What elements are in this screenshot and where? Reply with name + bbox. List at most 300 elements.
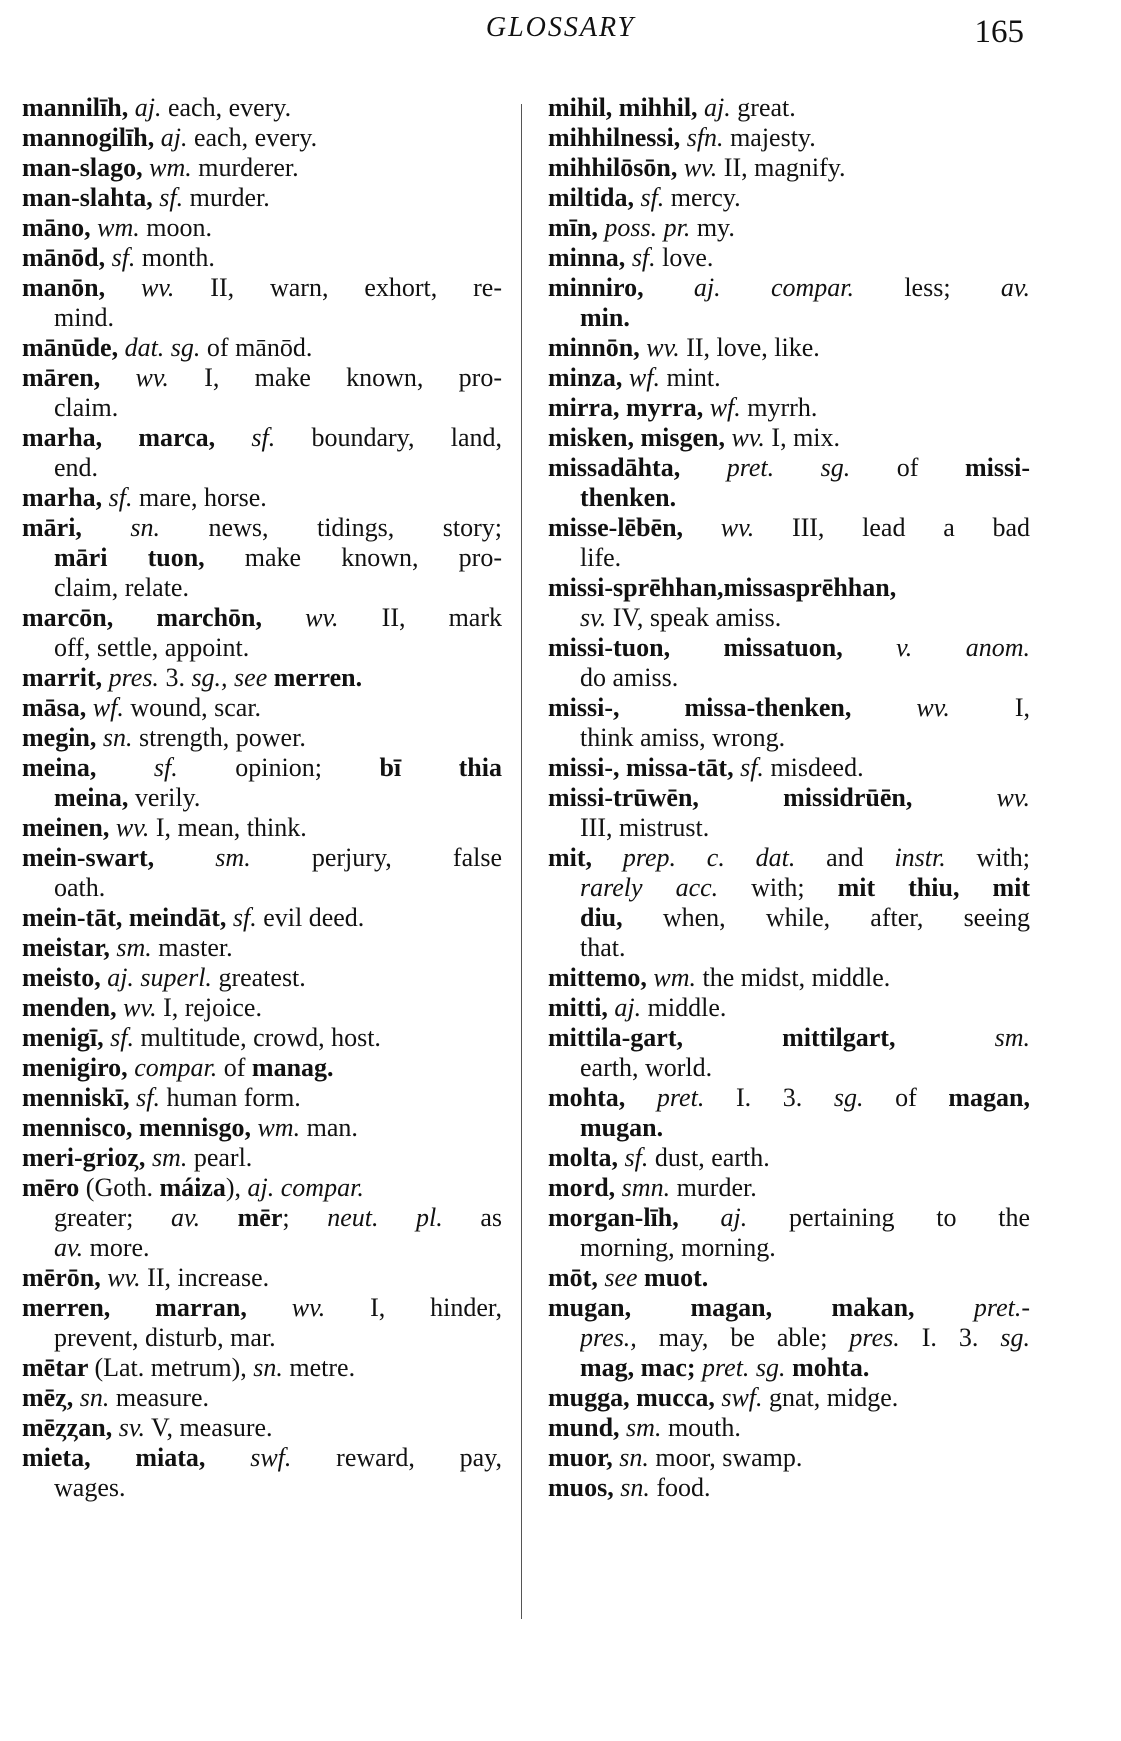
glossary-line [548,1293,1030,1323]
grammar-abbrev: sg. [1000,1323,1030,1352]
grammar-abbrev: sm. [116,933,152,962]
grammar-abbrev: wv. [996,783,1030,812]
headword: māri, [22,513,131,542]
glossary-line [22,1053,502,1083]
grammar-abbrev: aj. [704,93,731,122]
grammar-abbrev: sfn. [686,123,724,152]
grammar-abbrev: pret.- [973,1293,1030,1322]
grammar-abbrev: instr. [894,843,946,872]
glossary-line [54,303,502,333]
definition-text: I, rejoice. [156,993,262,1022]
grammar-abbrev: wv. [123,993,157,1022]
glossary-line [22,693,502,723]
glossary-line [22,903,502,933]
definition-text: with; [718,873,838,902]
headword: meinen, [22,813,116,842]
definition-text: greatest. [211,963,306,992]
glossary-line [548,1383,1030,1413]
glossary-line [548,363,1030,393]
grammar-abbrev: prep. c. dat. [622,843,796,872]
glossary-line [22,1263,502,1293]
definition-text: pearl. [187,1143,253,1172]
glossary-line [22,183,502,213]
grammar-abbrev: wv. [135,363,169,392]
glossary-line [548,1143,1030,1173]
grammar-abbrev: sg., see [191,663,268,692]
headword: misken, misgen, [548,423,732,452]
definition-text: II, warn, exhort, re- [174,273,502,302]
definition-text: evil deed. [256,903,365,932]
headword: diu, [580,903,663,932]
grammar-abbrev: wv. [720,513,755,542]
headword: minniro, [548,273,694,302]
grammar-abbrev: sm. [626,1413,662,1442]
glossary-line [548,423,1030,453]
definition-text: when, while, after, seeing [662,903,1030,932]
headword: meri-grioȥ, [22,1143,152,1172]
definition-text: earth, world. [580,1053,713,1082]
grammar-abbrev: wv. [291,1293,326,1322]
definition-text: month. [135,243,215,272]
grammar-abbrev: swf. [721,1383,763,1412]
definition-text: greater; [54,1203,171,1232]
headword: mugan. [580,1113,664,1142]
headword: magan, [948,1083,1030,1112]
grammar-abbrev: sf. [232,903,257,932]
glossary-line [580,303,1030,333]
definition-text: moon. [139,213,212,242]
definition-text: reward, pay, [291,1443,502,1472]
headword: mīn, [548,213,605,242]
glossary-line [548,1173,1030,1203]
definition-text: strength, power. [132,723,306,752]
grammar-abbrev: sf. [631,243,656,272]
headword: menden, [22,993,124,1022]
definition-text: life. [580,543,622,572]
definition-text: 3. [158,663,192,692]
glossary-line [22,273,502,303]
grammar-abbrev: see [604,1263,638,1292]
glossary-line [548,1443,1030,1473]
grammar-abbrev: sf. [111,243,136,272]
definition-text: I, mix. [764,423,841,452]
headword: mēr [200,1203,283,1232]
glossary-line [580,603,1030,633]
grammar-abbrev: sn. [130,513,161,542]
grammar-abbrev: wv. [646,333,680,362]
definition-text: love. [655,243,714,272]
glossary-line [548,273,1030,303]
grammar-abbrev: aj. [614,993,642,1022]
glossary-line [22,663,502,693]
grammar-abbrev: poss. pr. [604,213,691,242]
definition-text: ), [225,1173,248,1202]
glossary-line [54,783,502,813]
definition-text: each, every. [161,93,292,122]
headword: mieta, miata, [22,1443,251,1472]
grammar-abbrev: av. [54,1233,84,1262]
glossary-line [22,1173,502,1203]
grammar-abbrev: sv. [580,603,607,632]
grammar-abbrev: wv. [305,603,339,632]
grammar-abbrev: wv. [115,813,150,842]
headword: mihhilnessi, [548,123,687,152]
definition-text: I. 3. [899,1323,1001,1352]
glossary-line [54,1233,502,1263]
grammar-abbrev: sn. [619,1443,649,1472]
headword: mōt, [548,1263,605,1292]
definition-text: morning, morning. [580,1233,776,1262]
definition-text: II, increase. [140,1263,270,1292]
glossary-line [22,843,502,873]
definition-text: middle. [641,993,727,1022]
grammar-abbrev: sf. [110,1023,134,1052]
grammar-abbrev: sf. [108,483,133,512]
glossary-line [22,723,502,753]
glossary-line [22,1413,502,1443]
headword: muor, [548,1443,620,1472]
grammar-abbrev: aj. compar. [693,273,855,302]
glossary-line [548,123,1030,153]
definition-text: I, mean, think. [149,813,307,842]
definition-text: think amiss, wrong. [580,723,786,752]
definition-text: III, mistrust. [580,813,710,842]
glossary-line [22,1353,502,1383]
page-number: 165 [974,14,1024,50]
definition-text: metre. [282,1353,356,1382]
grammar-abbrev: v. anom. [896,633,1030,662]
grammar-abbrev: sf. [159,183,184,212]
headword: mēro [22,1173,86,1202]
definition-text: measure. [109,1383,209,1412]
glossary-line [22,483,502,513]
headword: mihil, mihhil, [548,93,705,122]
definition-text: with; [945,843,1030,872]
grammar-abbrev: dat. sg. [124,333,201,362]
definition-text: III, lead a bad [754,513,1030,542]
definition-text: do amiss. [580,663,679,692]
grammar-abbrev: wm. [97,213,140,242]
grammar-abbrev: wv. [731,423,765,452]
glossary-line [548,1413,1030,1443]
glossary-line [580,1053,1030,1083]
glossary-line [580,933,1030,963]
glossary-line [580,1233,1030,1263]
headword: meina, [22,753,154,782]
definition-text: perjury, false [250,843,502,872]
headword: morgan-līh, [548,1203,721,1232]
headword: minnōn, [548,333,647,362]
grammar-abbrev: wm. [149,153,192,182]
definition-text: mare, horse. [132,483,267,512]
definition-text: off, settle, appoint. [54,633,250,662]
definition-text: news, tidings, story; [160,513,502,542]
headword: menigiro, [22,1053,135,1082]
grammar-abbrev: wv. [140,273,175,302]
headword: mānōd, [22,243,112,272]
glossary-line [548,1473,1030,1503]
definition-text: boundary, land, [275,423,502,452]
headword: mētar [22,1353,95,1382]
glossary-line [22,993,502,1023]
definition-text: man. [300,1113,358,1142]
definition-text: of [863,1083,949,1112]
glossary-line [580,663,1030,693]
headword: missadāhta, [548,453,727,482]
headword: mittila-gart, mittilgart, [548,1023,995,1052]
grammar-abbrev: wm. [653,963,697,992]
glossary-line [580,723,1030,753]
grammar-abbrev: aj. [720,1203,748,1232]
glossary-line [548,153,1030,183]
headword: mohta. [785,1353,870,1382]
headword: meina, [54,783,135,812]
glossary-line [22,93,502,123]
definition-text: gnat, midge. [762,1383,899,1412]
grammar-abbrev: rarely acc. [580,873,719,902]
grammar-abbrev: sf. [740,753,764,782]
glossary-line [548,993,1030,1023]
glossary-line [548,843,1030,873]
grammar-abbrev: sf. [153,753,178,782]
headword: missi-sprēhhan,missasprēhhan, [548,573,897,602]
headword: miltida, [548,183,641,212]
definition-text: mercy. [664,183,741,212]
grammar-abbrev: wv. [107,1263,141,1292]
definition-text: human form. [160,1083,301,1112]
headword: muos, [548,1473,621,1502]
definition-text: claim, relate. [54,573,189,602]
headword: bī thia [379,753,502,782]
headword: man-slahta, [22,183,160,212]
glossary-line [22,363,502,393]
glossary-line [548,753,1030,783]
grammar-abbrev: pres. [849,1323,900,1352]
headword: māsa, [22,693,93,722]
headword: mennisco, mennisgo, [22,1113,258,1142]
definition-text: mouth. [661,1413,741,1442]
definition-text: more. [83,1233,150,1262]
headword: missi-trūwēn, missidrūēn, [548,783,997,812]
glossary-line [54,543,502,573]
grammar-abbrev: aj. compar. [247,1173,364,1202]
definition-text: I, make known, pro- [168,363,502,392]
definition-text: each, every. [187,123,318,152]
grammar-abbrev: sf. [624,1143,649,1172]
grammar-abbrev: pres. [108,663,159,692]
headword: mitti, [548,993,615,1022]
glossary-line [54,873,502,903]
grammar-abbrev: sg. [833,1083,864,1112]
glossary-line [22,153,502,183]
glossary-line [548,1263,1030,1293]
glossary-line [22,753,502,783]
grammar-abbrev: neut. pl. [327,1203,443,1232]
grammar-abbrev: wf. [709,393,741,422]
grammar-abbrev: sn. [620,1473,650,1502]
headword: mein-swart, [22,843,216,872]
glossary-line [548,1023,1030,1053]
headword: mit, [548,843,623,872]
headword: māren, [22,363,136,392]
glossary-line [580,543,1030,573]
definition-text: wound, scar. [123,693,262,722]
headword: marha, [22,483,109,512]
glossary-line [22,1113,502,1143]
page-header-title: GLOSSARY [485,12,636,43]
grammar-abbrev: pret. [656,1083,705,1112]
glossary-line [54,1323,502,1353]
glossary-line [548,963,1030,993]
headword: mānūde, [22,333,125,362]
definition-text: master. [151,933,233,962]
headword: mohta, [548,1083,657,1112]
headword: mēȥȥan, [22,1413,119,1442]
glossary-line [580,1113,1030,1143]
headword: mēȥ, [22,1383,80,1412]
glossary-line [22,963,502,993]
headword: misse-lēbēn, [548,513,721,542]
headword: meisto, [22,963,108,992]
headword: missi-tuon, missatuon, [548,633,897,662]
headword: mihhilōsōn, [548,153,684,182]
glossary-line [548,1203,1030,1233]
headword: missi- [964,453,1030,482]
definition-text: great. [730,93,796,122]
grammar-abbrev: aj. [160,123,188,152]
glossary-line [548,633,1030,663]
definition-text: may, be able; [636,1323,850,1352]
definition-text: make known, pro- [244,543,502,572]
grammar-abbrev: av. [170,1203,201,1232]
headword: menniskī, [22,1083,137,1112]
glossary-line [54,1473,502,1503]
headword: molta, [548,1143,625,1172]
glossary-line [548,393,1030,423]
headword: marha, marca, [22,423,252,452]
glossary-line [22,603,502,633]
glossary-line [548,213,1030,243]
grammar-abbrev: wf. [92,693,124,722]
definition-text: verily. [134,783,201,812]
headword: thenken. [580,483,677,512]
grammar-abbrev: sm. [151,1143,188,1172]
glossary-line [54,633,502,663]
definition-text: II, mark [338,603,502,632]
headword: mein-tāt, meindāt, [22,903,233,932]
glossary-line [548,453,1030,483]
definition-text: wages. [54,1473,126,1502]
definition-text: claim. [54,393,119,422]
definition-text: misdeed. [763,753,864,782]
glossary-line [22,813,502,843]
headword: mag, mac; [580,1353,703,1382]
grammar-abbrev: sn. [79,1383,110,1412]
grammar-abbrev: av. [1000,273,1030,302]
glossary-line [548,333,1030,363]
headword: muot. [637,1263,709,1292]
definition-text: less; [854,273,1001,302]
definition-text: mint. [659,363,721,392]
definition-text: (Lat. metrum), [94,1353,254,1382]
grammar-abbrev: sf. [136,1083,160,1112]
glossary-line [548,243,1030,273]
glossary-line [548,513,1030,543]
glossary-line [22,1023,502,1053]
headword: meistar, [22,933,117,962]
definition-text: I. 3. [704,1083,834,1112]
headword: mērōn, [22,1263,108,1292]
headword: manōn, [22,273,141,302]
headword: marrit, [22,663,109,692]
glossary-line [22,513,502,543]
column-divider [521,104,522,1619]
glossary-line [580,483,1030,513]
definition-text: moor, swamp. [648,1443,803,1472]
glossary-line [22,123,502,153]
glossary-line [548,1083,1030,1113]
grammar-abbrev: smn. [621,1173,671,1202]
headword: marcōn, marchōn, [22,603,306,632]
definition-text: pertaining to the [747,1203,1030,1232]
glossary-line [580,1353,1030,1383]
headword: manag. [251,1053,334,1082]
headword: merren, marran, [22,1293,292,1322]
definition-text: murder. [183,183,270,212]
definition-text: my. [690,213,735,242]
glossary-line [580,873,1030,903]
glossary-line [548,783,1030,813]
definition-text: mind. [54,303,114,332]
headword: minna, [548,243,632,272]
glossary-line [22,1383,502,1413]
glossary-line [22,933,502,963]
headword: merren. [267,663,363,692]
grammar-abbrev: wv. [916,693,950,722]
definition-text: the midst, middle. [696,963,891,992]
headword: māri tuon, [54,543,245,572]
definition-text: and [795,843,895,872]
headword: minza, [548,363,629,392]
definition-text: of [850,453,965,482]
glossary-line [22,243,502,273]
grammar-abbrev: pret. sg. [726,453,851,482]
grammar-abbrev: sv. [118,1413,145,1442]
grammar-abbrev: pres., [580,1323,637,1352]
glossary-line [22,1083,502,1113]
grammar-abbrev: compar. [134,1053,218,1082]
grammar-abbrev: aj. [134,93,162,122]
headword: mord, [548,1173,622,1202]
definition-text: opinion; [177,753,380,782]
glossary-line [22,423,502,453]
headword: man-slago, [22,153,150,182]
definition-text: oath. [54,873,106,902]
definition-text: II, love, like. [679,333,820,362]
definition-text: murder. [670,1173,757,1202]
grammar-abbrev: sn. [253,1353,283,1382]
grammar-abbrev: wm. [257,1113,301,1142]
headword: megin, [22,723,103,752]
headword: menigī, [22,1023,111,1052]
definition-text: II, magnify. [717,153,846,182]
headword: máiza [159,1173,226,1202]
definition-text: as [442,1203,502,1232]
definition-text: dust, earth. [648,1143,770,1172]
glossary-line [548,93,1030,123]
glossary-line [22,1443,502,1473]
grammar-abbrev: aj. superl. [107,963,212,992]
